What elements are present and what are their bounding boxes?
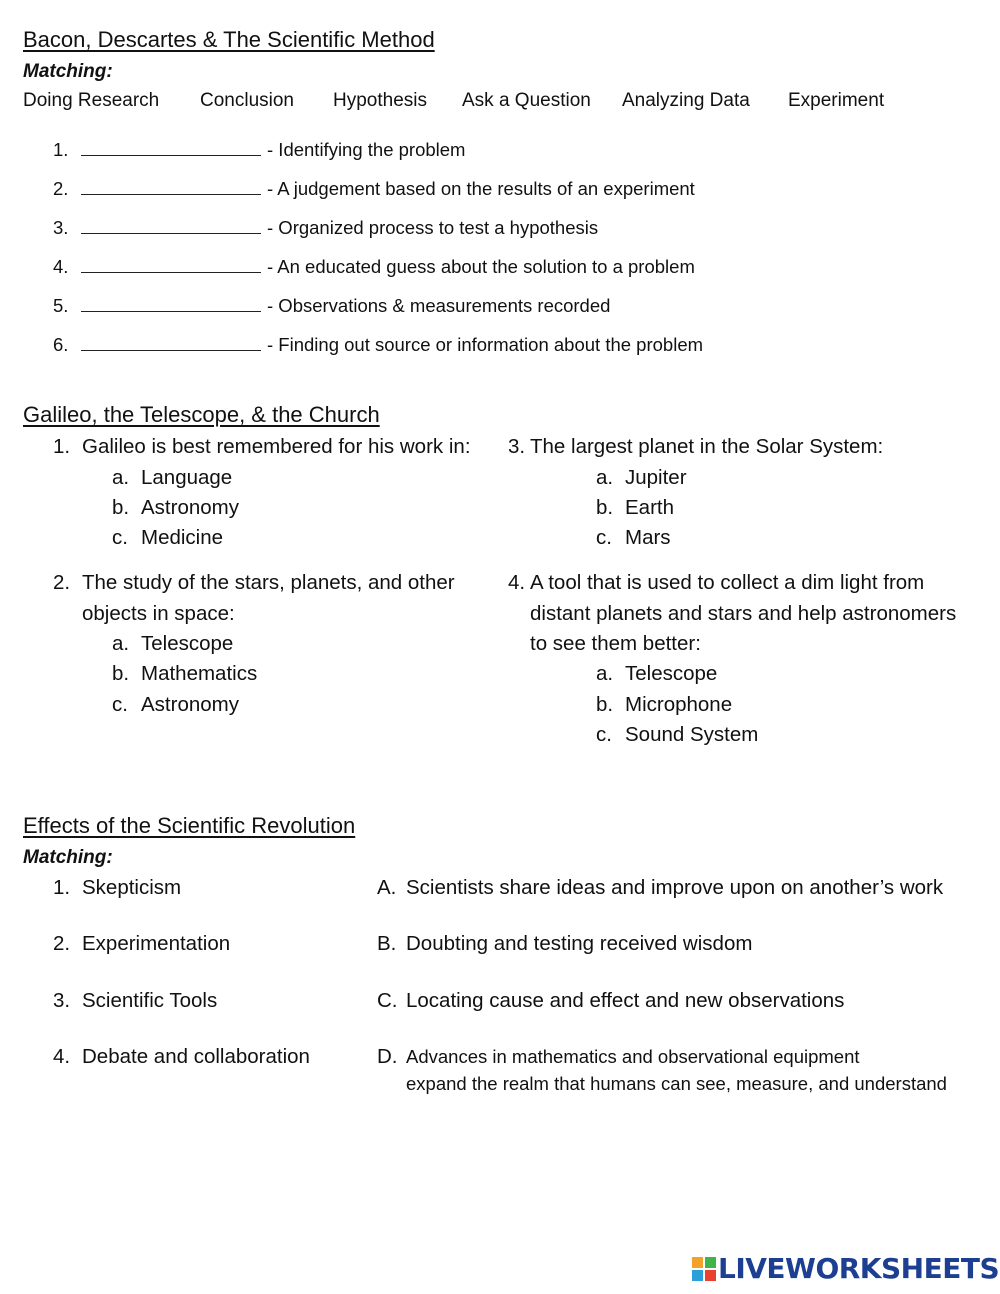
- item-number: 5.: [53, 295, 69, 316]
- term-text: Scientific Tools: [82, 989, 218, 1012]
- item-text: - Organized process to test a hypothesis: [267, 217, 599, 238]
- definition-letter: D.: [377, 1045, 398, 1068]
- answer-option[interactable]: [596, 496, 674, 520]
- matching-item: [53, 139, 465, 161]
- answer-option[interactable]: [596, 723, 758, 747]
- word-bank-item: Hypothesis: [333, 90, 427, 111]
- question-text: A tool that is used to collect a dim light from: [530, 571, 925, 594]
- matching-item: [53, 178, 695, 200]
- section3-title: Effects of the Scientific Revolution: [23, 813, 356, 838]
- definition-text-cont: expand the realm that humans can see, measure, and understand: [406, 1073, 947, 1094]
- option-letter: b.: [112, 496, 130, 519]
- term-text: Experimentation: [82, 932, 231, 955]
- question-2: [53, 571, 455, 595]
- option-letter: a.: [112, 466, 130, 489]
- answer-option[interactable]: [112, 662, 257, 686]
- item-text: - Finding out source or information about the problem: [267, 334, 704, 355]
- answer-option[interactable]: [596, 466, 687, 490]
- liveworksheets-logo-icon: [692, 1257, 716, 1281]
- option-letter: c.: [112, 526, 128, 549]
- option-text: Astronomy: [141, 693, 239, 716]
- definition-item[interactable]: [377, 1045, 860, 1069]
- definition-item[interactable]: [377, 989, 844, 1013]
- item-text: - A judgement based on the results of an experiment: [267, 178, 695, 199]
- option-letter: a.: [596, 466, 614, 489]
- term-item[interactable]: [53, 932, 230, 956]
- answer-option[interactable]: [112, 496, 239, 520]
- definition-letter: A.: [377, 876, 397, 899]
- answer-option[interactable]: [112, 526, 223, 550]
- answer-blank[interactable]: [81, 218, 261, 234]
- liveworksheets-logo[interactable]: LIVEWORKSHEETS: [718, 1252, 1000, 1285]
- matching-item: [53, 295, 610, 317]
- answer-option[interactable]: [596, 662, 717, 686]
- question-text: The largest planet in the Solar System:: [530, 435, 884, 458]
- section2-title: Galileo, the Telescope, & the Church: [23, 402, 380, 427]
- item-text: - Observations & measurements recorded: [267, 295, 611, 316]
- question-text-cont: distant planets and stars and help astronomers: [530, 602, 957, 625]
- option-letter: b.: [596, 693, 614, 716]
- item-text: - Identifying the problem: [267, 139, 466, 160]
- question-4: [508, 571, 924, 595]
- question-text-cont: objects in space:: [82, 602, 235, 625]
- term-number: 2.: [53, 932, 71, 955]
- question-text: The study of the stars, planets, and other: [82, 571, 455, 594]
- option-letter: c.: [596, 526, 612, 549]
- matching-item: [53, 256, 695, 278]
- section1-title: Bacon, Descartes & The Scientific Method: [23, 27, 435, 52]
- question-text-cont: to see them better:: [530, 632, 701, 655]
- option-text: Medicine: [141, 526, 224, 549]
- definition-text: Locating cause and effect and new observations: [406, 989, 845, 1012]
- answer-blank[interactable]: [81, 296, 261, 312]
- answer-option[interactable]: [112, 693, 239, 717]
- answer-blank[interactable]: [81, 179, 261, 195]
- option-text: Astronomy: [141, 496, 239, 519]
- option-text: Microphone: [625, 693, 733, 716]
- question-number: 4.: [508, 571, 526, 594]
- word-bank-item: Doing Research: [23, 90, 160, 111]
- option-letter: c.: [596, 723, 612, 746]
- option-letter: a.: [596, 662, 614, 685]
- question-number: 3.: [508, 435, 526, 458]
- term-number: 3.: [53, 989, 71, 1012]
- option-text: Language: [141, 466, 233, 489]
- word-bank-item: Conclusion: [200, 90, 294, 111]
- term-text: Debate and collaboration: [82, 1045, 310, 1068]
- answer-blank[interactable]: [81, 140, 261, 156]
- matching-item: [53, 334, 703, 356]
- item-number: 6.: [53, 334, 69, 355]
- item-number: 1.: [53, 139, 69, 160]
- answer-blank[interactable]: [81, 335, 261, 351]
- option-letter: b.: [112, 662, 130, 685]
- term-item[interactable]: [53, 876, 181, 900]
- term-number: 1.: [53, 876, 71, 899]
- answer-option[interactable]: [596, 693, 732, 717]
- option-text: Jupiter: [625, 466, 687, 489]
- option-text: Mars: [625, 526, 671, 549]
- item-number: 3.: [53, 217, 69, 238]
- item-number: 2.: [53, 178, 69, 199]
- option-text: Telescope: [625, 662, 718, 685]
- word-bank-item: Experiment: [788, 90, 885, 111]
- answer-option[interactable]: [112, 466, 232, 490]
- option-text: Sound System: [625, 723, 759, 746]
- term-number: 4.: [53, 1045, 71, 1068]
- question-text: Galileo is best remembered for his work in:: [82, 435, 471, 458]
- section3-subtitle: Matching:: [23, 847, 113, 868]
- word-bank-item: Ask a Question: [462, 90, 591, 111]
- question-number: 1.: [53, 435, 71, 458]
- term-item[interactable]: [53, 989, 217, 1013]
- item-number: 4.: [53, 256, 69, 277]
- question-3: [508, 435, 883, 459]
- definition-text: Doubting and testing received wisdom: [406, 932, 753, 955]
- term-item[interactable]: [53, 1045, 310, 1069]
- definition-item[interactable]: [377, 876, 943, 900]
- option-text: Mathematics: [141, 662, 258, 685]
- option-letter: b.: [596, 496, 614, 519]
- answer-option[interactable]: [112, 632, 233, 656]
- question-number: 2.: [53, 571, 71, 594]
- definition-text: Advances in mathematics and observational equipment: [406, 1046, 860, 1067]
- option-text: Telescope: [141, 632, 234, 655]
- definition-text: Scientists share ideas and improve upon on another’s work: [406, 876, 944, 899]
- definition-item[interactable]: [377, 932, 752, 956]
- item-text: - An educated guess about the solution to a problem: [267, 256, 695, 277]
- answer-option[interactable]: [596, 526, 671, 550]
- term-text: Skepticism: [82, 876, 182, 899]
- section1-subtitle: Matching:: [23, 61, 113, 82]
- question-1: [53, 435, 471, 459]
- matching-item: [53, 217, 598, 239]
- answer-blank[interactable]: [81, 257, 261, 273]
- definition-letter: B.: [377, 932, 397, 955]
- option-letter: a.: [112, 632, 130, 655]
- option-letter: c.: [112, 693, 128, 716]
- option-text: Earth: [625, 496, 674, 519]
- word-bank-item: Analyzing Data: [622, 90, 750, 111]
- definition-letter: C.: [377, 989, 398, 1012]
